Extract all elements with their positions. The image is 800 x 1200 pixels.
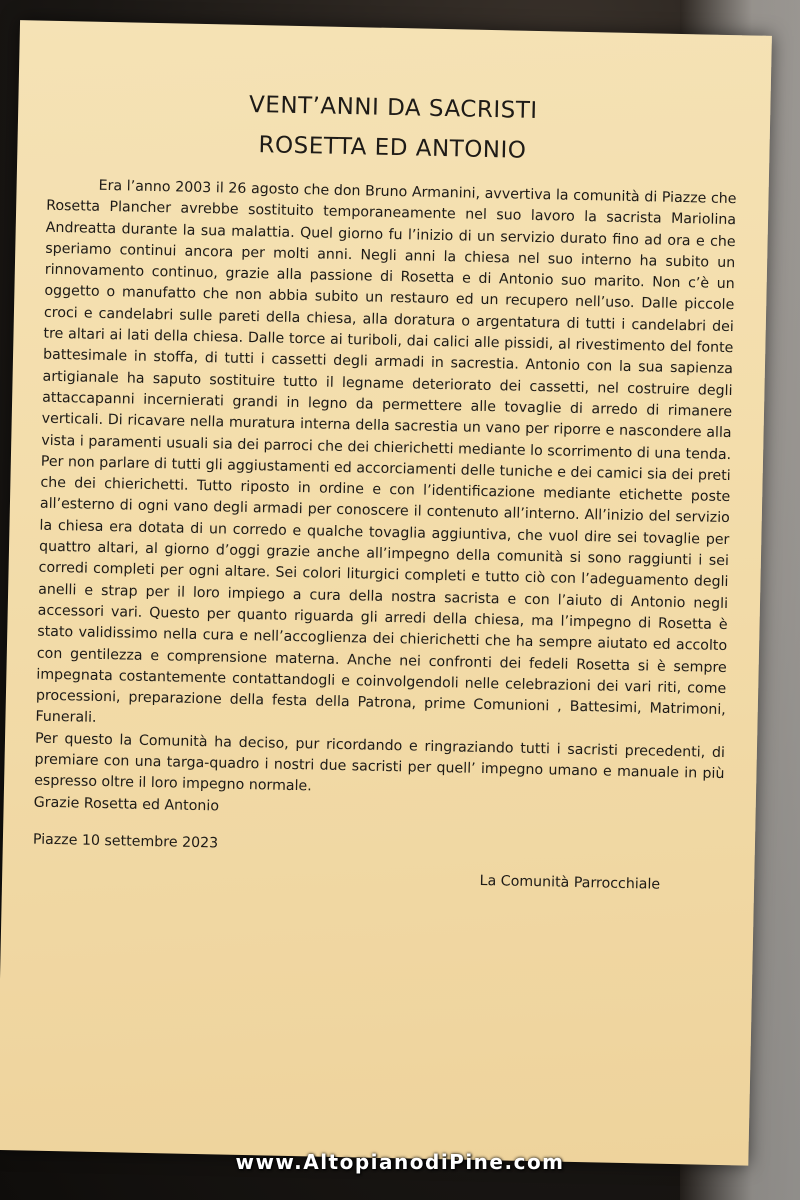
site-watermark: www.AltopianodiPine.com xyxy=(235,1150,565,1174)
closing-thanks: Grazie Rosetta ed Antonio xyxy=(33,794,220,815)
title-line-1: VENT’ANNI DA SACRISTI xyxy=(248,91,538,124)
document-sheet xyxy=(0,20,772,1166)
signature: La Comunità Parrocchiale xyxy=(479,872,661,893)
dedication-paragraph: Per questo la Comunità ha deciso, pur ricordando e ringraziando tutti i sacristi precedenti, di premiare con una targa-quadro i nostri due sacristi per quell’ impegno umano e manuale in più espresso oltre il loro impegno normale. xyxy=(33,730,726,795)
document-date: Piazze 10 settembre 2023 xyxy=(32,831,219,852)
document-content xyxy=(32,81,739,894)
title-line-2: ROSETTA ED ANTONIO xyxy=(258,132,527,164)
main-paragraph: Era l’anno 2003 il 26 agosto che don Bruno Armanini, avvertiva la comunità di Piazze che Rosetta Plancher avrebbe sostituito temporaneamente nel suo lavoro la sacrista Mariolina Andreatta durante la sua malattia. Quel giorno fu l’inizio di un servizio durato fino ad ora e che speriamo continui ancora per molti anni. Negli anni la chiesa nel suo interno ha subito un rinnovamento continuo, grazie alla passione di Rosetta e di Antonio suo marito. Non c’è un oggetto o manufatto che non abbia subito un restauro ed un recupero nell’uso. Dalle piccole croci e candelabri sulle pareti della chiesa, alla doratura o argentatura di tutti i candelabri dei tre altari ai lati della chiesa. Dalle torce ai turiboli, dai calici alle pissidi, al rivestimento del fonte battesimale in stoffa, di tutti i cassetti degli armadi in sacrestia. Antonio con la sua sapienza artigianale ha saputo sostituire tutto il legname deteriorato dei cassetti, nel costruire degli attaccapanni incernierati grandi in legno da permettere alle tovaglie di arredo di rimanere verticali. Di ricavare nella muratura interna della sacrestia un vano per riporre e nascondere alla vista i paramenti usuali sia dei parroci che dei chierichetti mediante lo scorrimento di una tenda. Per non parlare di tutti gli aggiustamenti ed accorciamenti delle tuniche e dei camici sia dei preti che dei chierichetti. Tutto riposto in ordine e con l’identificazione mediante etichette poste all’esterno di ogni vano degli armadi per conoscere il contenuto all’interno. All’inizio del servizio la chiesa era dotata di un corredo e qualche tovaglia aggiuntiva, che vuol dire sei tovaglie per quattro altari, al giorno d’oggi grazie anche all’impegno della comunità si sono raggiunti i sei corredi completi per ogni altare. Sei colori liturgici completi e tutto ciò con l’adeguamento degli anelli e strap per il loro impiego a cura della nostra sacrista e con l’aiuto di Antonio negli accessori vari. Questo per quanto riguarda gli arredi della chiesa, ma l’impegno di Rosetta è stato validissimo nella cura e nell’accoglienza dei chierichetti che ha sempre aiutato ed accolto con gentilezza e comprensione materna. Anche nei confronti dei fedeli Rosetta si è sempre impegnata costantemente contattandogli e coinvolgendoli nelle celebrazioni dei vari riti, come processioni, preparazione della festa della Patrona, prime Comunioni , Battesimi, Matrimoni, Funerali. xyxy=(35,177,737,727)
title-block xyxy=(47,81,739,175)
